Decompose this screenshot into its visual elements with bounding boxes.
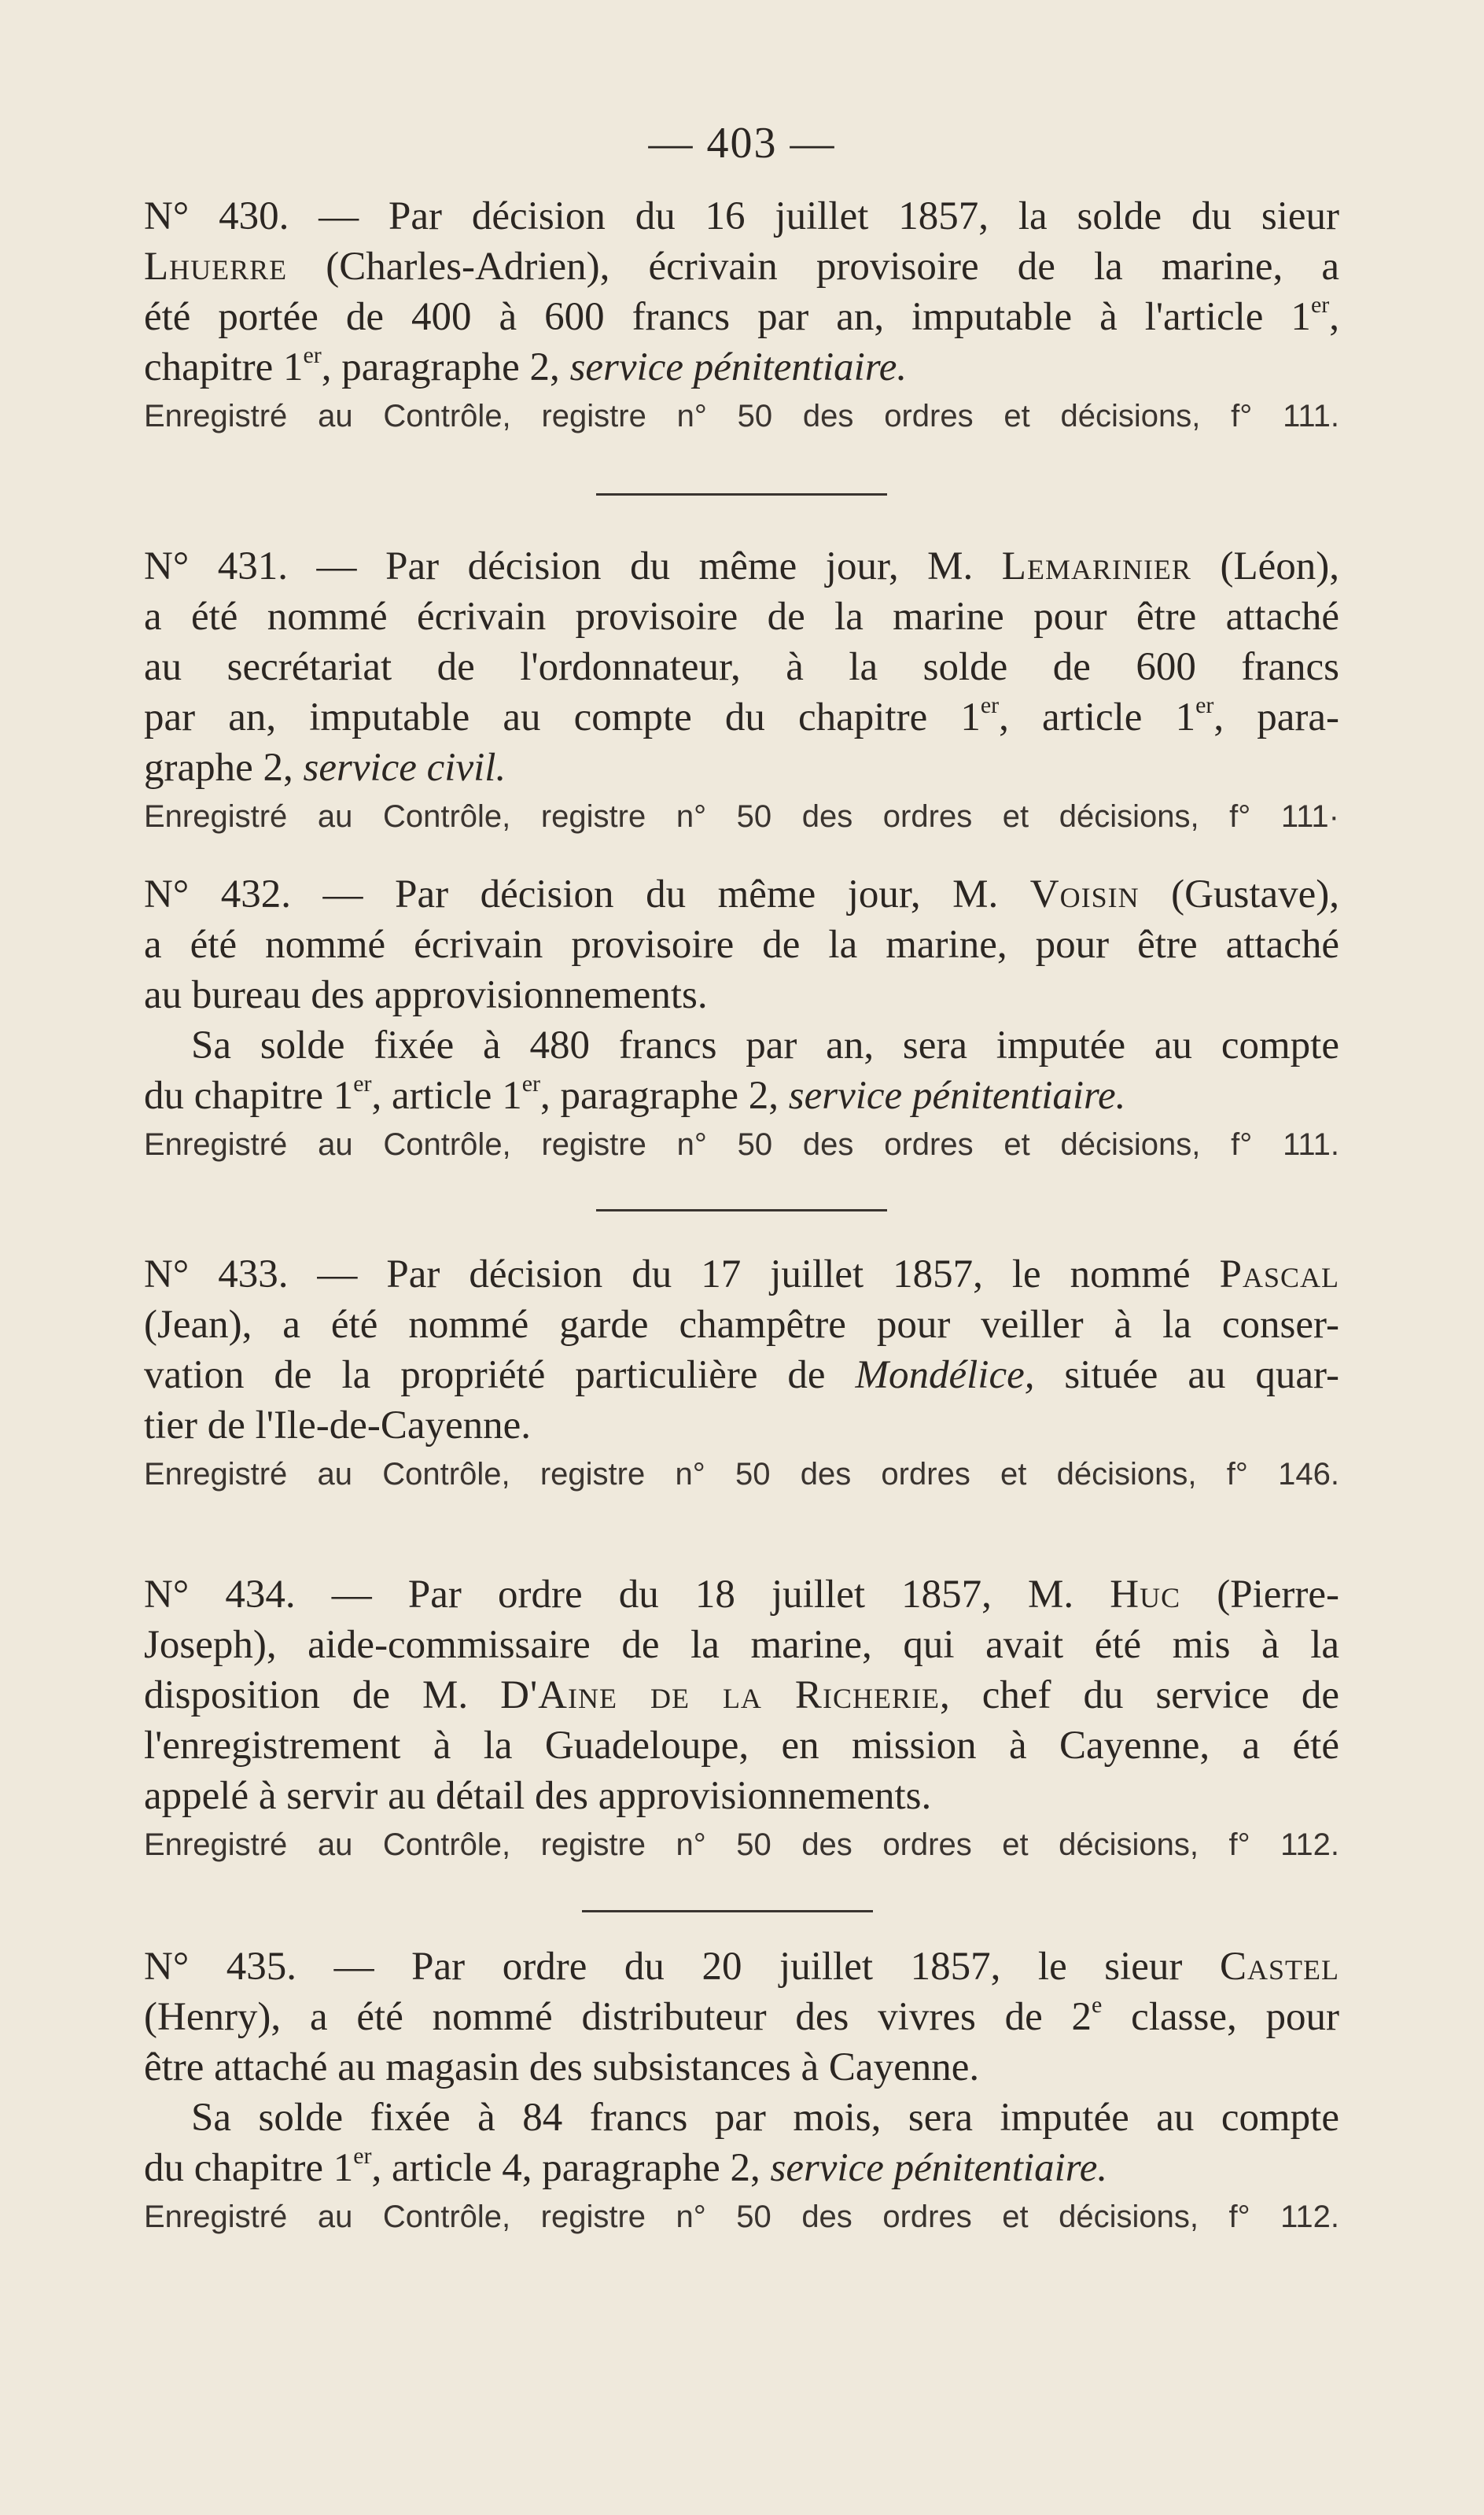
entry-432 bbox=[144, 869, 1339, 1168]
entry-434-line-5: appelé à servir au détail des approvisionnements. bbox=[144, 1774, 932, 1818]
entry-435-line-2: (Henry), a été nommé distributeur des vivres de 2e classe, pour bbox=[144, 1992, 1339, 2039]
entry-434-line-1: N° 434. — Par ordre du 18 juillet 1857, M. Huc (Pierre- bbox=[144, 1573, 1339, 1617]
service-name: service civil. bbox=[303, 746, 506, 790]
entry-432-line-4: Sa solde fixée à 480 francs par an, sera imputée au compte bbox=[191, 1023, 1339, 1068]
entry-432-line-5: du chapitre 1er, article 1er, paragraphe 2, service pénitentiaire. bbox=[144, 1071, 1126, 1118]
entry-431-line-2: a été nommé écrivain provisoire de la marine pour être attaché bbox=[144, 595, 1339, 639]
entry-433 bbox=[144, 1249, 1339, 1498]
entry-430-line-2: Lhuerre (Charles-Adrien), écrivain provisoire de la marine, a bbox=[144, 245, 1339, 289]
entry-433-line-3: vation de la propriété particulière de Mondélice, située au quar- bbox=[144, 1353, 1339, 1397]
entry-430-line-1: N° 430. — Par décision du 16 juillet 1857, la solde du sieur bbox=[144, 194, 1339, 238]
person-name: D'Aine de la Richerie bbox=[500, 1673, 940, 1717]
entry-434-line-4: l'enregistrement à la Guadeloupe, en mission à Cayenne, a été bbox=[144, 1724, 1339, 1768]
entry-435-line-1: N° 435. — Par ordre du 20 juillet 1857, le sieur Castel bbox=[144, 1945, 1339, 1989]
entry-434 bbox=[144, 1569, 1339, 1868]
entry-431 bbox=[144, 541, 1339, 840]
entry-435-line-3: être attaché au magasin des subsistances à Cayenne. bbox=[144, 2045, 980, 2089]
page-number: — 403 — bbox=[648, 119, 836, 168]
entry-433-registration: Enregistré au Contrôle, registre n° 50 des ordres et décisions, f° 146. bbox=[144, 1457, 1339, 1492]
person-name: Voisin bbox=[1029, 872, 1140, 916]
entry-435-registration: Enregistré au Contrôle, registre n° 50 des ordres et décisions, f° 112. bbox=[144, 2200, 1339, 2234]
entry-430-registration: Enregistré au Contrôle, registre n° 50 des ordres et décisions, f° 111. bbox=[144, 399, 1339, 433]
person-name: Lemarinier bbox=[1001, 544, 1191, 588]
entry-433-line-2: (Jean), a été nommé garde champêtre pour veiller à la conser- bbox=[144, 1303, 1339, 1347]
entry-432-line-2: a été nommé écrivain provisoire de la marine, pour être attaché bbox=[144, 923, 1339, 967]
entry-431-registration: Enregistré au Contrôle, registre n° 50 des ordres et décisions, f° 111· bbox=[144, 799, 1339, 834]
separator-rule bbox=[582, 1910, 873, 1912]
entry-430-line-4: chapitre 1er, paragraphe 2, service pénitentiaire. bbox=[144, 342, 908, 389]
entry-431-line-3: au secrétariat de l'ordonnateur, à la solde de 600 francs bbox=[144, 645, 1339, 689]
entry-430-line-3: été portée de 400 à 600 francs par an, imputable à l'article 1er, bbox=[144, 292, 1339, 339]
entry-431-line-5: graphe 2, service civil. bbox=[144, 746, 506, 790]
service-name: service pénitentiaire. bbox=[770, 2146, 1108, 2190]
entry-432-line-3: au bureau des approvisionnements. bbox=[144, 973, 708, 1017]
service-name: service pénitentiaire. bbox=[569, 345, 908, 389]
entry-431-line-4: par an, imputable au compte du chapitre 1er, article 1er, para- bbox=[144, 692, 1340, 739]
entry-435-line-4: Sa solde fixée à 84 francs par mois, sera imputée au compte bbox=[191, 2096, 1339, 2140]
entry-433-line-4: tier de l'Ile-de-Cayenne. bbox=[144, 1403, 532, 1447]
entry-432-registration: Enregistré au Contrôle, registre n° 50 des ordres et décisions, f° 111. bbox=[144, 1127, 1339, 1162]
entry-434-line-3: disposition de M. D'Aine de la Richerie, chef du service de bbox=[144, 1673, 1339, 1717]
person-name: Lhuerre bbox=[144, 245, 288, 289]
person-name: Huc bbox=[1110, 1573, 1181, 1617]
separator-rule bbox=[596, 1209, 887, 1211]
entry-435 bbox=[144, 1942, 1339, 2240]
service-name: service pénitentiaire. bbox=[788, 1074, 1126, 1118]
entry-431-line-1: N° 431. — Par décision du même jour, M. Lemarinier (Léon), bbox=[144, 544, 1339, 588]
entry-433-line-1: N° 433. — Par décision du 17 juillet 1857, le nommé Pascal bbox=[144, 1252, 1339, 1296]
person-name: Pascal bbox=[1219, 1252, 1339, 1296]
entry-432-line-1: N° 432. — Par décision du même jour, M. Voisin (Gustave), bbox=[144, 872, 1339, 916]
entry-435-line-5: du chapitre 1er, article 4, paragraphe 2, service pénitentiaire. bbox=[144, 2143, 1108, 2190]
separator-rule bbox=[596, 493, 887, 496]
entry-434-line-2: Joseph), aide-commissaire de la marine, qui avait été mis à la bbox=[144, 1623, 1339, 1667]
property-name: Mondélice, bbox=[855, 1353, 1035, 1397]
entry-430 bbox=[144, 191, 1339, 440]
person-name: Castel bbox=[1219, 1945, 1339, 1989]
entry-434-registration: Enregistré au Contrôle, registre n° 50 des ordres et décisions, f° 112. bbox=[144, 1827, 1339, 1862]
